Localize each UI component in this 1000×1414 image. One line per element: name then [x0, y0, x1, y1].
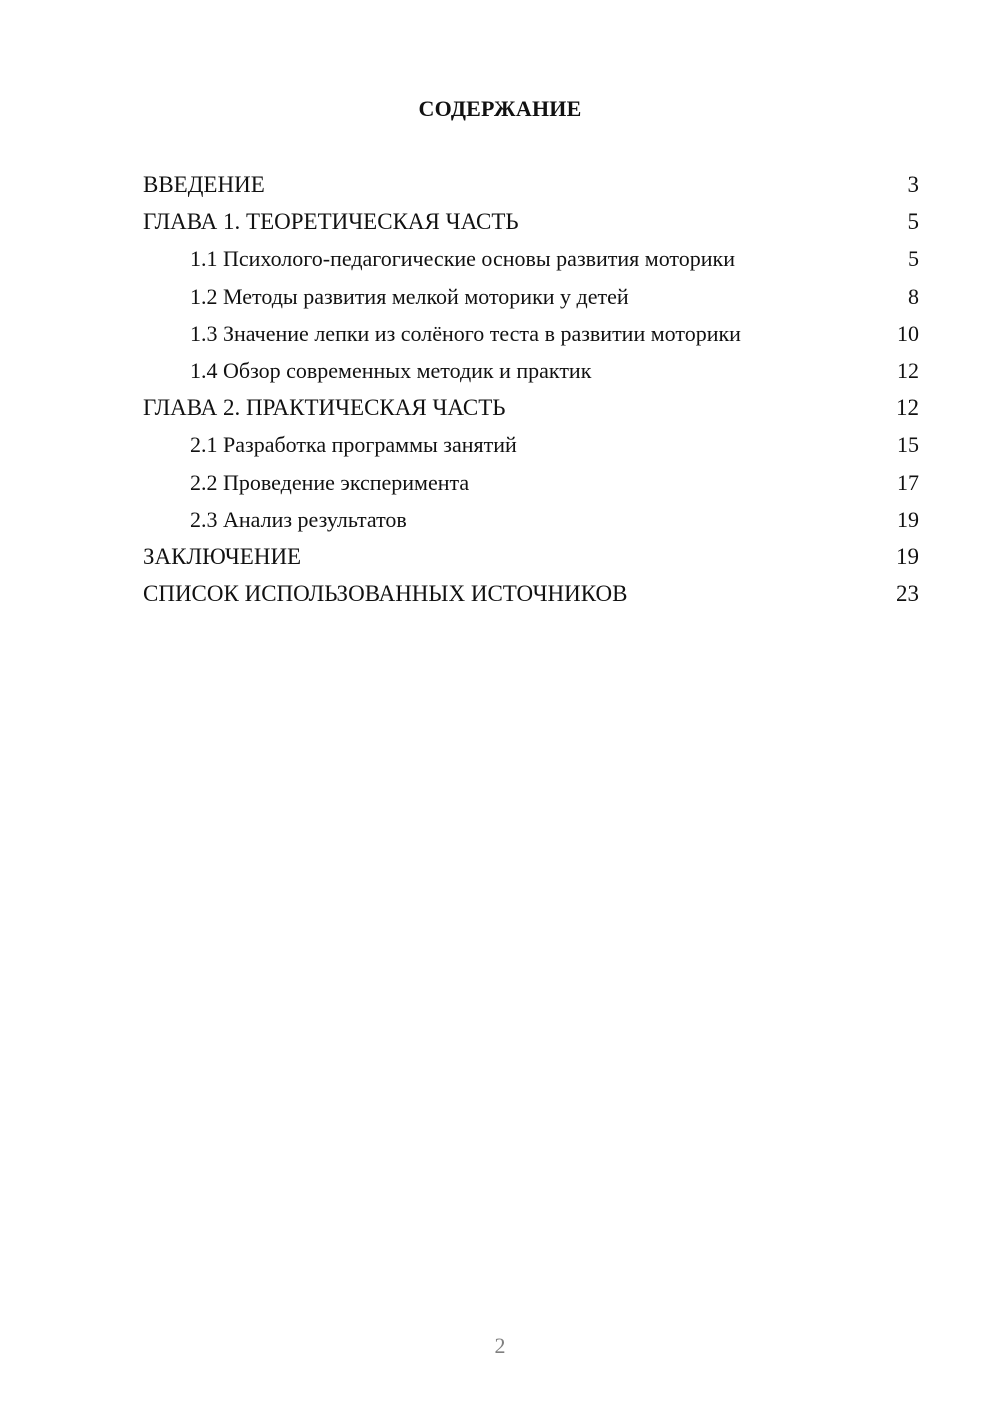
toc-entry-page: 5 — [908, 246, 919, 272]
toc-entry-chapter-2[interactable] — [143, 389, 919, 426]
toc-entry-page: 10 — [897, 320, 919, 346]
toc-entry-conclusion[interactable] — [143, 538, 919, 575]
toc-entry-page: 15 — [897, 432, 919, 458]
toc-entry-label: ГЛАВА 2. ПРАКТИЧЕСКАЯ ЧАСТЬ — [143, 395, 506, 421]
toc-entry-label: ВВЕДЕНИЕ — [143, 172, 265, 197]
toc-entry-page: 23 — [896, 581, 919, 607]
toc-entry-label: ГЛАВА 1. ТЕОРЕТИЧЕСКАЯ ЧАСТЬ — [143, 209, 519, 235]
toc-entry-label: 1.1 Психолого-педагогические основы развития моторики — [190, 246, 735, 272]
toc-entry-section-1-4[interactable] — [143, 352, 919, 389]
toc-entry-introduction[interactable] — [143, 166, 919, 203]
toc-entry-label: 1.3 Значение лепки из солёного теста в развитии моторики — [190, 320, 741, 346]
toc-entry-label: 2.2 Проведение эксперимента — [190, 469, 470, 495]
toc-entry-section-2-3[interactable] — [143, 501, 919, 538]
toc-entry-label: 1.2 Методы развития мелкой моторики у детей — [190, 283, 629, 309]
page-number: 2 — [494, 1333, 506, 1358]
toc-entry-label: ЗАКЛЮЧЕНИЕ — [143, 543, 302, 569]
toc-entry-page: 12 — [897, 357, 919, 383]
toc-entry-page: 17 — [897, 469, 919, 495]
toc-entry-label: 2.3 Анализ результатов — [190, 506, 407, 532]
toc-entry-section-2-2[interactable] — [143, 464, 919, 501]
page-title: СОДЕРЖАНИЕ — [418, 96, 582, 121]
toc-entry-section-2-1[interactable] — [143, 426, 919, 463]
toc-entry-references[interactable] — [143, 575, 919, 612]
toc-entry-section-1-1[interactable] — [143, 240, 919, 277]
toc-entry-page: 12 — [896, 395, 919, 421]
table-of-contents — [143, 166, 919, 612]
toc-entry-chapter-1[interactable] — [143, 203, 919, 240]
toc-entry-page: 19 — [897, 506, 919, 532]
toc-entry-label: СПИСОК ИСПОЛЬЗОВАННЫХ ИСТОЧНИКОВ — [143, 581, 628, 607]
toc-entry-section-1-3[interactable] — [143, 315, 919, 352]
toc-entry-label: 1.4 Обзор современных методик и практик — [190, 357, 592, 383]
toc-entry-page: 8 — [908, 283, 919, 309]
toc-entry-page: 5 — [907, 209, 919, 235]
toc-entry-page: 3 — [907, 172, 919, 197]
toc-entry-label: 2.1 Разработка программы занятий — [190, 432, 517, 458]
toc-entry-page: 19 — [896, 543, 919, 569]
toc-entry-section-1-2[interactable] — [143, 278, 919, 315]
